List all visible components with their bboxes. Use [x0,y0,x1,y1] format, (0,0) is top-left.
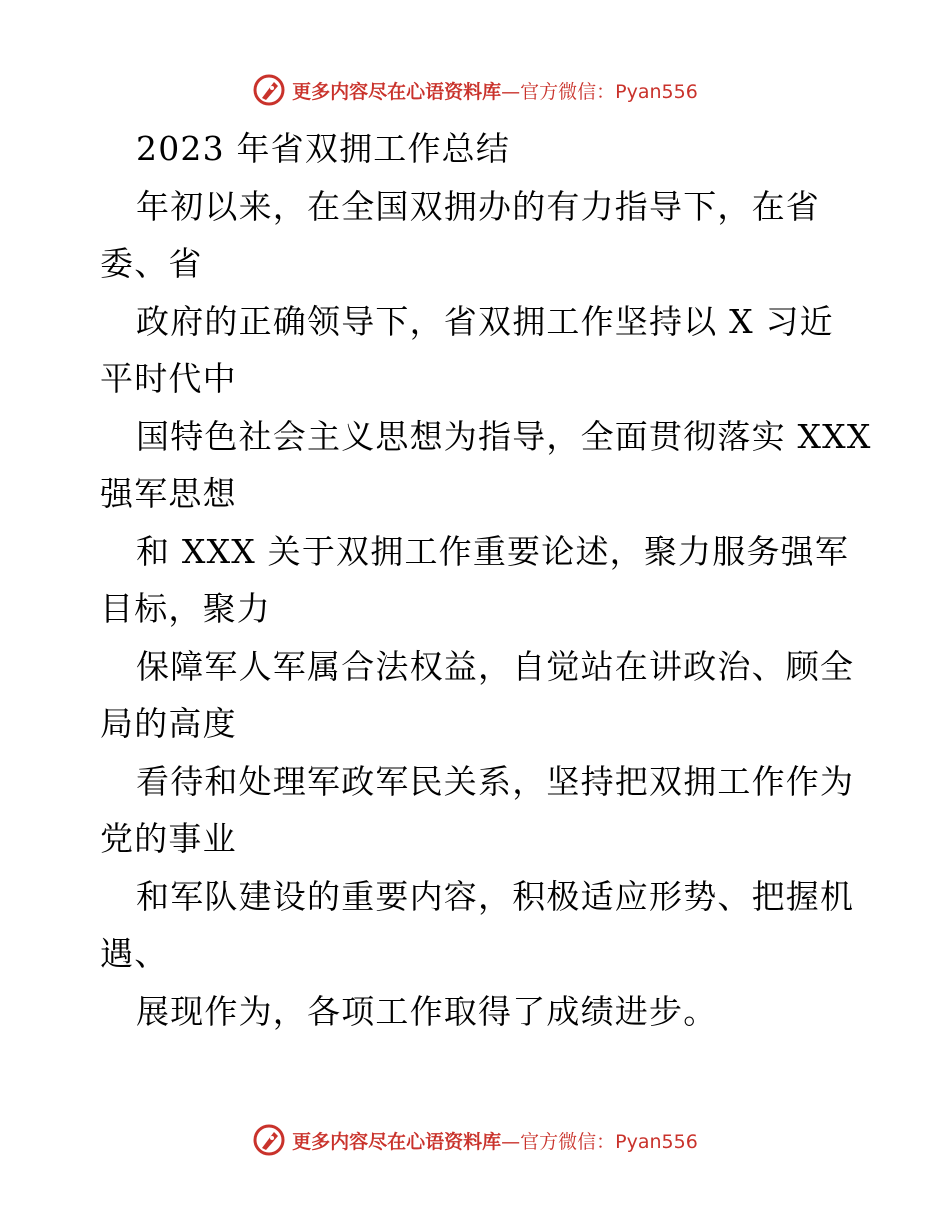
text-line: 国特色社会主义思想为指导，全面贯彻落实 XXX [136,416,872,456]
text-line: 年初以来，在全国双拥办的有力指导下，在省 [136,186,820,226]
document-title: 2023 年省双拥工作总结 [136,129,511,168]
text-line: 和 XXX 关于双拥工作重要论述，聚力服务强军 [136,531,850,571]
watermark-site: 更多内容尽在心语资料库 [292,80,502,103]
text-line: 局的高度 [100,704,237,743]
header-watermark [0,70,950,110]
document-body [100,120,872,1040]
text-line: 展现作为，各项工作取得了成绩进步。 [136,991,718,1031]
text-line: 党的事业 [100,819,237,858]
text-line: 保障军人军属合法权益，自觉站在讲政治、顾全 [136,646,855,686]
text-line: 政府的正确领导下，省双拥工作坚持以 X 习近 [136,301,834,341]
watermark-separator: — [501,80,521,103]
text-line: 强军思想 [100,474,237,513]
footer-watermark [0,1120,950,1160]
text-line: 和军队建设的重要内容，积极适应形势、把握机 [136,876,855,916]
text-line: 目标，聚力 [100,589,271,628]
watermark-text [292,1127,698,1154]
text-line: 看待和处理军政军民关系，坚持把双拥工作作为 [136,761,855,801]
watermark-site: 更多内容尽在心语资料库 [292,1130,502,1153]
fountain-pen-nib-icon [252,1123,286,1157]
watermark-contact: 官方微信：Pyan556 [520,80,698,103]
watermark-text [292,77,698,104]
watermark-contact: 官方微信：Pyan556 [520,1130,698,1153]
text-line: 委、省 [100,244,203,283]
fountain-pen-nib-icon [252,73,286,107]
text-line: 遇、 [100,934,169,973]
watermark-separator: — [501,1130,521,1153]
text-line: 平时代中 [100,359,237,398]
